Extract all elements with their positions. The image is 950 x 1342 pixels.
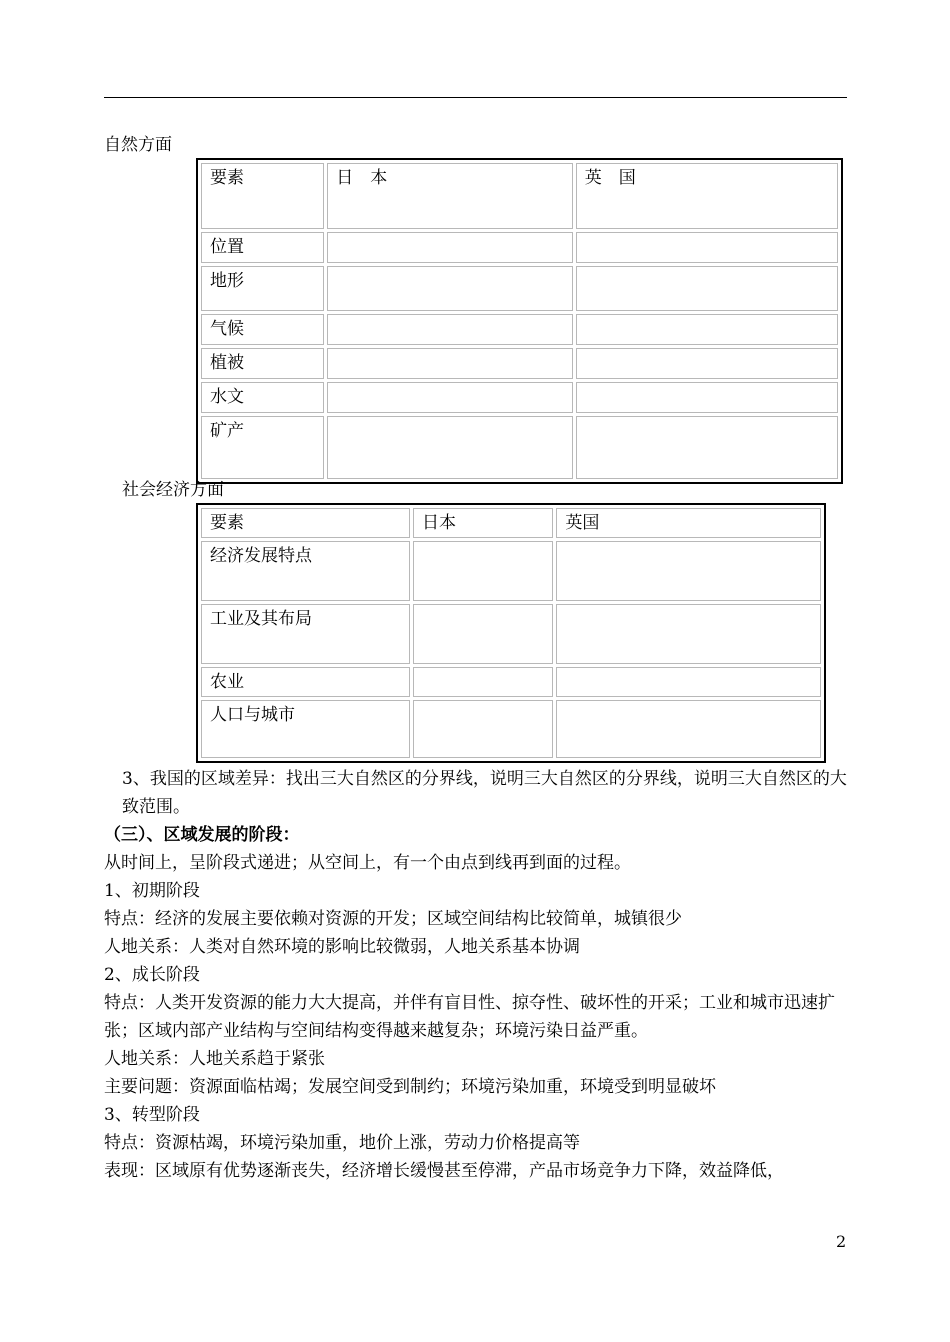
stage-heading: 2、成长阶段 xyxy=(104,965,200,985)
header-cell-uk: 英国 xyxy=(556,508,821,538)
paragraph: 人地关系：人类对自然环境的影响比较微弱，人地关系基本协调 xyxy=(104,937,580,957)
empty-cell xyxy=(556,541,821,601)
empty-cell xyxy=(556,700,821,758)
empty-cell xyxy=(576,232,838,263)
header-cell-uk: 英 国 xyxy=(576,163,838,229)
row-label-minerals: 矿产 xyxy=(201,416,324,479)
paragraph: 特点：资源枯竭，环境污染加重，地价上涨，劳动力价格提高等 xyxy=(104,1133,580,1153)
empty-cell xyxy=(576,382,838,413)
empty-cell xyxy=(327,382,572,413)
empty-cell xyxy=(413,604,553,664)
empty-cell xyxy=(576,348,838,379)
header-cell-element: 要素 xyxy=(201,508,410,538)
row-label-climate: 气候 xyxy=(201,314,324,345)
row-label-hydrology: 水文 xyxy=(201,382,324,413)
stage-heading: 1、初期阶段 xyxy=(104,881,200,901)
paragraph: 特点：经济的发展主要依赖对资源的开发；区域空间结构比较简单，城镇很少 xyxy=(104,909,682,929)
empty-cell xyxy=(556,604,821,664)
page-number: 2 xyxy=(836,1232,847,1251)
empty-cell xyxy=(576,416,838,479)
row-label-terrain: 地形 xyxy=(201,266,324,311)
paragraph: 主要问题：资源面临枯竭；发展空间受到制约；环境污染加重，环境受到明显破坏 xyxy=(104,1077,716,1097)
row-label-industry: 工业及其布局 xyxy=(201,604,410,664)
social-economic-table xyxy=(196,503,826,763)
empty-cell xyxy=(327,266,572,311)
social-section-title: 社会经济方面 xyxy=(122,480,224,500)
section-heading: （三）、区域发展的阶段： xyxy=(104,825,300,845)
row-label-vegetation: 植被 xyxy=(201,348,324,379)
paragraph: 特点：人类开发资源的能力大大提高，并伴有盲目性、掠夺性、破坏性的开采；工业和城市迅速扩张；区域内部产业结构与空间结构变得越来越复杂；环境污染日益严重。 xyxy=(104,993,835,1041)
row-label-location: 位置 xyxy=(201,232,324,263)
empty-cell xyxy=(327,314,572,345)
regional-differences-paragraph: 3、我国的区域差异：找出三大自然区的分界线，说明三大自然区的分界线，说明三大自然区的大致范围。 xyxy=(122,769,847,817)
row-label-agriculture: 农业 xyxy=(201,667,410,697)
header-cell-element: 要素 xyxy=(201,163,324,229)
stage-heading: 3、转型阶段 xyxy=(104,1105,200,1125)
header-cell-japan: 日 本 xyxy=(327,163,572,229)
empty-cell xyxy=(576,266,838,311)
header-rule xyxy=(104,97,847,98)
empty-cell xyxy=(327,232,572,263)
empty-cell xyxy=(327,416,572,479)
empty-cell xyxy=(327,348,572,379)
header-cell-japan: 日本 xyxy=(413,508,553,538)
body-text xyxy=(104,765,849,1185)
empty-cell xyxy=(413,541,553,601)
natural-comparison-table xyxy=(196,158,843,484)
row-label-population: 人口与城市 xyxy=(201,700,410,758)
empty-cell xyxy=(413,700,553,758)
paragraph: 表现：区域原有优势逐渐丧失，经济增长缓慢甚至停滞，产品市场竞争力下降，效益降低， xyxy=(104,1161,784,1181)
empty-cell xyxy=(556,667,821,697)
empty-cell xyxy=(413,667,553,697)
empty-cell xyxy=(576,314,838,345)
natural-section-title: 自然方面 xyxy=(104,135,172,155)
paragraph: 人地关系：人地关系趋于紧张 xyxy=(104,1049,325,1069)
paragraph: 从时间上，呈阶段式递进；从空间上，有一个由点到线再到面的过程。 xyxy=(104,853,631,873)
row-label-economy: 经济发展特点 xyxy=(201,541,410,601)
